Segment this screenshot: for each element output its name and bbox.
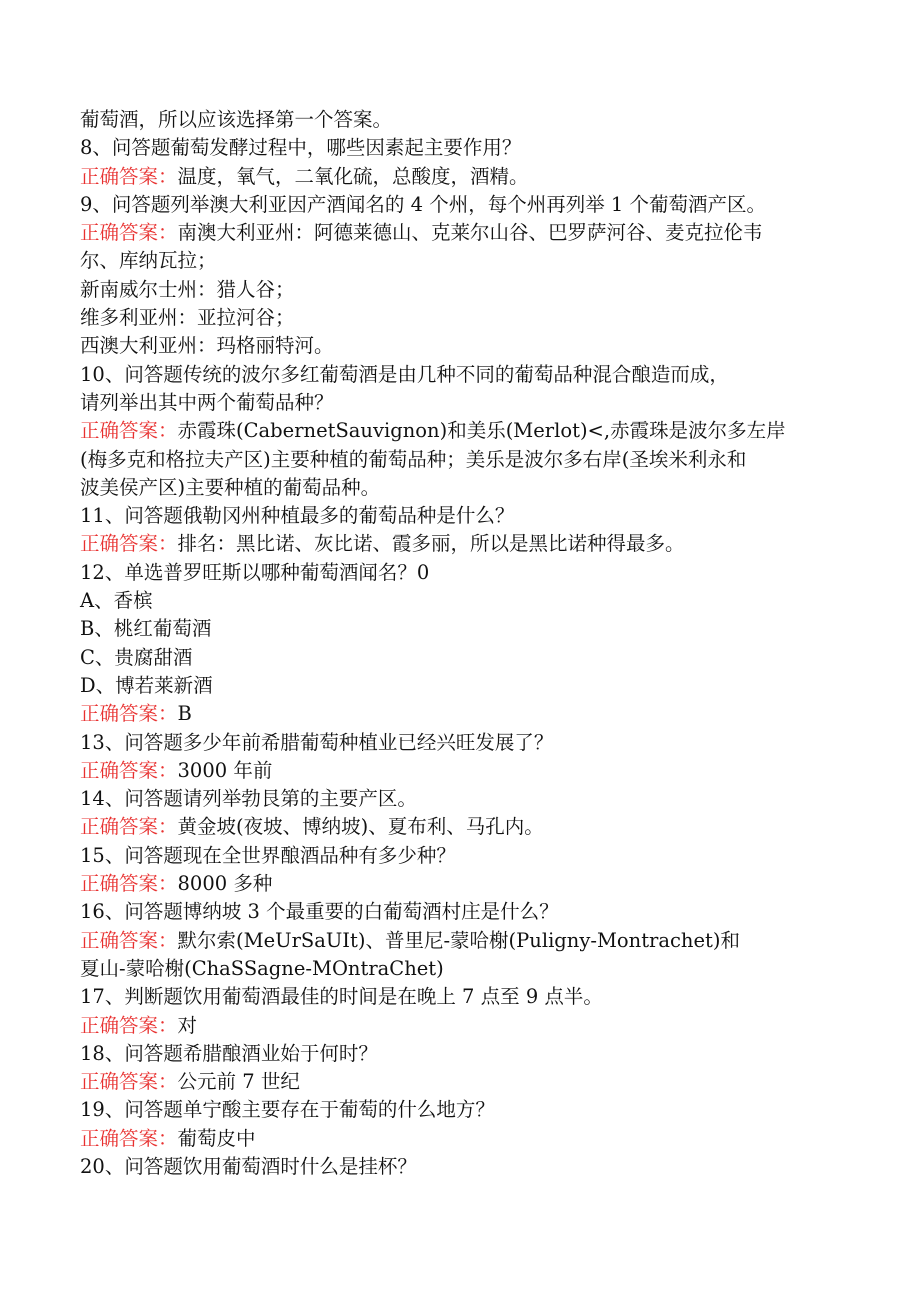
text-line [80,361,860,389]
text-line [80,191,860,219]
line-text: 新南威尔士州：猎人谷； [80,277,295,301]
answer-label: 正确答案： [80,758,178,782]
line-text: 尔、库纳瓦拉； [80,249,217,273]
document-page [80,106,860,1181]
text-line [80,615,860,643]
answer-line [80,1068,860,1096]
answer-label: 正确答案： [80,164,178,188]
line-text: 9、问答题列举澳大利亚因产酒闻名的 4 个州，每个州再列举 1 个葡萄酒产区。 [80,192,767,216]
answer-line [80,1012,860,1040]
answer-label: 正确答案： [80,1013,178,1037]
line-text: 请列举出其中两个葡萄品种？ [80,390,334,414]
answer-label: 正确答案： [80,221,178,245]
answer-label: 正确答案： [80,815,178,839]
text-line [80,983,860,1011]
line-text: 夏山-蒙哈榭(ChaSSagne-MOntraChet) [80,956,444,980]
text-line [80,332,860,360]
answer-text: 公元前 7 世纪 [177,1070,300,1094]
answer-label: 正确答案： [80,532,178,556]
answer-line [80,927,860,955]
text-line [80,276,860,304]
text-line [80,134,860,162]
answer-text: 南澳大利亚州：阿德莱德山、克莱尔山谷、巴罗萨河谷、麦克拉伦韦 [177,221,763,245]
answer-label: 正确答案： [80,872,178,896]
answer-text: B [177,702,192,726]
text-line [80,587,860,615]
answer-line [80,219,860,247]
text-line [80,559,860,587]
line-text: 17、判断题饮用葡萄酒最佳的时间是在晚上 7 点至 9 点半。 [80,985,603,1009]
line-text: 20、问答题饮用葡萄酒时什么是挂杯？ [80,1154,417,1178]
text-line [80,446,860,474]
text-line [80,502,860,530]
answer-text: 赤霞珠(CabernetSauvignon)和美乐(Merlot)<,赤霞珠是波尔多左岸 [177,419,786,443]
line-text: C、贵腐甜酒 [80,645,193,669]
line-text: 18、问答题希腊酿酒业始于何时？ [80,1041,378,1065]
text-line [80,389,860,417]
answer-text: 温度，氧气，二氧化硫，总酸度，酒精。 [177,164,529,188]
text-line [80,644,860,672]
answer-line [80,1125,860,1153]
line-text: 13、问答题多少年前希腊葡萄种植业已经兴旺发展了？ [80,730,554,754]
line-text: 波美侯产区)主要种植的葡萄品种。 [80,475,381,499]
text-line [80,1153,860,1181]
answer-line [80,530,860,558]
line-text: 葡萄酒，所以应该选择第一个答案。 [80,108,393,131]
text-line [80,247,860,275]
text-line [80,1040,860,1068]
line-text: 10、问答题传统的波尔多红葡萄酒是由几种不同的葡萄品种混合酿造而成， [80,362,729,386]
answer-line [80,417,860,445]
text-line [80,898,860,926]
line-text: 12、单选普罗旺斯以哪种葡萄酒闻名？0 [80,560,430,584]
answer-line [80,757,860,785]
answer-line [80,700,860,728]
answer-text: 3000 年前 [177,758,273,782]
line-text: 16、问答题博纳坡 3 个最重要的白葡萄酒村庄是什么？ [80,900,559,924]
text-line [80,672,860,700]
answer-line [80,870,860,898]
answer-label: 正确答案： [80,702,178,726]
text-line [80,842,860,870]
text-line [80,1096,860,1124]
answer-label: 正确答案： [80,1126,178,1150]
line-text: 8、问答题葡萄发酵过程中，哪些因素起主要作用？ [80,136,522,160]
line-text: 19、问答题单宁酸主要存在于葡萄的什么地方？ [80,1098,495,1122]
line-text: (梅多克和格拉夫产区)主要种植的葡萄品种；美乐是波尔多右岸(圣埃米利永和 [80,447,747,471]
text-line [80,955,860,983]
text-line [80,474,860,502]
text-line [80,729,860,757]
text-line [80,785,860,813]
answer-line [80,163,860,191]
answer-text: 黄金坡(夜坡、博纳坡)、夏布利、马孔内。 [177,815,544,839]
text-line [80,106,860,134]
answer-text: 8000 多种 [177,872,273,896]
answer-text: 葡萄皮中 [177,1126,256,1150]
line-text: 11、问答题俄勒冈州种植最多的葡萄品种是什么？ [80,504,515,528]
line-text: 维多利亚州：亚拉河谷； [80,306,295,330]
answer-text: 排名：黑比诺、灰比诺、霞多丽，所以是黑比诺种得最多。 [177,532,685,556]
line-text: 15、问答题现在全世界酿酒品种有多少种？ [80,843,456,867]
answer-text: 对 [177,1013,198,1037]
answer-line [80,813,860,841]
line-text: D、博若莱新酒 [80,673,213,697]
line-text: 西澳大利亚州：玛格丽特河。 [80,334,334,358]
line-text: A、香槟 [80,589,153,613]
line-text: B、桃红葡萄酒 [80,617,212,641]
answer-label: 正确答案： [80,1070,178,1094]
answer-label: 正确答案： [80,928,178,952]
text-line [80,304,860,332]
line-text: 14、问答题请列举勃艮第的主要产区。 [80,787,417,811]
answer-text: 默尔索(MeUrSaUIt)、普里尼-蒙哈榭(Puligny-Montrachet)和 [177,928,740,952]
answer-label: 正确答案： [80,419,178,443]
